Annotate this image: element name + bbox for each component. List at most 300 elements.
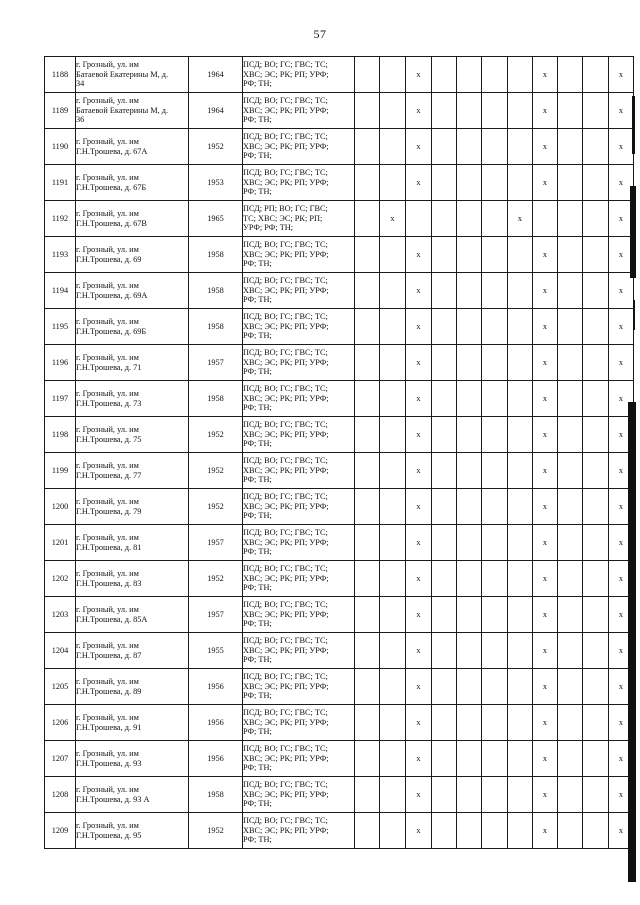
mark-cell [355, 381, 380, 417]
mark-cell [380, 741, 406, 777]
mark-cell [432, 345, 457, 381]
mark-cell: x [609, 741, 634, 777]
systems-line: РФ; ТН; [243, 367, 272, 377]
systems-line: ХВС; ЭС; РК; РП; УРФ; [243, 357, 329, 367]
table-row [45, 597, 634, 633]
systems-line: ПСД; ВО; ГС; ГВС; ТС; [243, 564, 328, 574]
mark-cell [457, 453, 482, 489]
mark-cell [583, 273, 609, 309]
row-number: 1204 [45, 633, 76, 669]
mark-cell: x [533, 633, 558, 669]
mark-cell [558, 381, 583, 417]
mark-cell [583, 813, 609, 849]
address-line: г. Грозный, ул. им [76, 604, 139, 614]
table-row [45, 777, 634, 813]
address-cell [76, 453, 189, 489]
build-year: 1956 [189, 705, 243, 741]
mark-cell: x [406, 741, 432, 777]
mark-cell [482, 741, 508, 777]
mark-cell [558, 705, 583, 741]
mark-cell [355, 669, 380, 705]
systems-line: РФ; ТН; [243, 403, 272, 413]
mark-cell: x [406, 93, 432, 129]
systems-line: ХВС; ЭС; РК; РП; УРФ; [243, 717, 329, 727]
systems-line: ХВС; ЭС; РК; РП; УРФ; [243, 249, 329, 259]
row-number: 1194 [45, 273, 76, 309]
systems-line: РФ; ТН; [243, 691, 272, 701]
table-row [45, 309, 634, 345]
build-year: 1953 [189, 165, 243, 201]
systems-line: ПСД; ВО; ГС; ГВС; ТС; [243, 600, 328, 610]
row-number: 1208 [45, 777, 76, 813]
mark-cell [482, 489, 508, 525]
systems-cell [243, 57, 355, 93]
address-line: г. Грозный, ул. им [76, 640, 139, 650]
mark-cell [583, 129, 609, 165]
systems-line: ТС; ХВС; ЭС; РК; РП; [243, 213, 323, 223]
mark-cell [432, 273, 457, 309]
mark-cell [457, 705, 482, 741]
row-number: 1199 [45, 453, 76, 489]
address-line: Г.Н.Трошева, д. 67В [76, 218, 147, 228]
systems-line: ПСД; ВО; ГС; ГВС; ТС; [243, 744, 328, 754]
systems-line: ХВС; ЭС; РК; РП; УРФ; [243, 177, 329, 187]
mark-cell: x [406, 489, 432, 525]
address-line: Батаевой Екатерины М, д. [76, 69, 169, 79]
address-cell [76, 561, 189, 597]
systems-cell [243, 129, 355, 165]
systems-line: ХВС; ЭС; РК; РП; УРФ; [243, 69, 329, 79]
mark-cell: x [406, 813, 432, 849]
row-number: 1195 [45, 309, 76, 345]
mark-cell [432, 165, 457, 201]
mark-cell [558, 345, 583, 381]
address-line: г. Грозный, ул. им [76, 784, 139, 794]
address-line: г. Грозный, ул. им [76, 60, 139, 70]
table-row [45, 561, 634, 597]
mark-cell: x [406, 705, 432, 741]
mark-cell [508, 561, 533, 597]
mark-cell [355, 813, 380, 849]
address-line: Г.Н.Трошева, д. 81 [76, 542, 142, 552]
build-year: 1957 [189, 525, 243, 561]
scan-edge-mark [632, 96, 635, 154]
mark-cell: x [533, 165, 558, 201]
mark-cell [482, 633, 508, 669]
mark-cell: x [406, 453, 432, 489]
build-year: 1958 [189, 777, 243, 813]
address-line: Г.Н.Трошева, д. 73 [76, 398, 142, 408]
systems-line: ПСД; ВО; ГС; ГВС; ТС; [243, 456, 328, 466]
systems-line: ПСД; РП; ВО; ГС; ГВС; [243, 204, 328, 214]
mark-cell [508, 597, 533, 633]
address-line: Г.Н.Трошева, д. 93 [76, 758, 142, 768]
mark-cell [380, 597, 406, 633]
systems-line: РФ; ТН; [243, 115, 272, 125]
mark-cell [508, 309, 533, 345]
row-number: 1192 [45, 201, 76, 237]
build-year: 1957 [189, 597, 243, 633]
mark-cell [482, 561, 508, 597]
mark-cell: x [609, 489, 634, 525]
mark-cell [558, 201, 583, 237]
systems-line: ПСД; ВО; ГС; ГВС; ТС; [243, 60, 328, 70]
mark-cell [355, 93, 380, 129]
systems-cell [243, 597, 355, 633]
mark-cell [583, 453, 609, 489]
systems-line: РФ; ТН; [243, 799, 272, 809]
mark-cell [508, 93, 533, 129]
systems-line: РФ; ТН; [243, 763, 272, 773]
row-number: 1206 [45, 705, 76, 741]
mark-cell [380, 669, 406, 705]
mark-cell: x [533, 525, 558, 561]
mark-cell [583, 201, 609, 237]
build-year: 1952 [189, 417, 243, 453]
mark-cell [380, 705, 406, 741]
mark-cell: x [406, 597, 432, 633]
mark-cell [432, 237, 457, 273]
address-cell [76, 669, 189, 705]
mark-cell [508, 273, 533, 309]
mark-cell [508, 345, 533, 381]
systems-cell [243, 237, 355, 273]
systems-line: РФ; ТН; [243, 655, 272, 665]
systems-cell [243, 525, 355, 561]
mark-cell: x [609, 813, 634, 849]
mark-cell [583, 705, 609, 741]
address-line: Г.Н.Трошева, д. 71 [76, 362, 142, 372]
mark-cell [482, 237, 508, 273]
row-number: 1188 [45, 57, 76, 93]
mark-cell [482, 417, 508, 453]
mark-cell [457, 381, 482, 417]
mark-cell [432, 489, 457, 525]
mark-cell [457, 777, 482, 813]
mark-cell [482, 705, 508, 741]
systems-line: ПСД; ВО; ГС; ГВС; ТС; [243, 528, 328, 538]
address-line: г. Грозный, ул. им [76, 352, 139, 362]
mark-cell [457, 417, 482, 453]
systems-line: РФ; ТН; [243, 835, 272, 845]
systems-line: ХВС; ЭС; РК; РП; УРФ; [243, 645, 329, 655]
systems-cell [243, 381, 355, 417]
mark-cell: x [406, 57, 432, 93]
mark-cell [380, 237, 406, 273]
address-line: г. Грозный, ул. им [76, 388, 139, 398]
systems-line: РФ; ТН; [243, 727, 272, 737]
mark-cell [482, 381, 508, 417]
mark-cell: x [609, 201, 634, 237]
mark-cell: x [609, 525, 634, 561]
mark-cell [482, 777, 508, 813]
mark-cell: x [533, 489, 558, 525]
build-year: 1958 [189, 273, 243, 309]
mark-cell [583, 237, 609, 273]
build-year: 1952 [189, 129, 243, 165]
systems-line: ХВС; ЭС; РК; РП; УРФ; [243, 501, 329, 511]
mark-cell [558, 633, 583, 669]
mark-cell [457, 813, 482, 849]
build-year: 1965 [189, 201, 243, 237]
address-cell [76, 93, 189, 129]
mark-cell [457, 273, 482, 309]
mark-cell [355, 453, 380, 489]
mark-cell [355, 741, 380, 777]
systems-cell [243, 669, 355, 705]
systems-line: РФ; ТН; [243, 439, 272, 449]
address-cell [76, 57, 189, 93]
mark-cell [482, 129, 508, 165]
mark-cell: x [609, 705, 634, 741]
systems-cell [243, 309, 355, 345]
mark-cell: x [406, 129, 432, 165]
mark-cell [558, 741, 583, 777]
address-cell [76, 237, 189, 273]
mark-cell [457, 561, 482, 597]
mark-cell [583, 561, 609, 597]
mark-cell [355, 129, 380, 165]
table-row [45, 525, 634, 561]
mark-cell [558, 309, 583, 345]
systems-line: ПСД; ВО; ГС; ГВС; ТС; [243, 816, 328, 826]
row-number: 1205 [45, 669, 76, 705]
systems-line: ХВС; ЭС; РК; РП; УРФ; [243, 285, 329, 295]
systems-line: ПСД; ВО; ГС; ГВС; ТС; [243, 672, 328, 682]
mark-cell [508, 237, 533, 273]
mark-cell [457, 597, 482, 633]
systems-line: РФ; ТН; [243, 583, 272, 593]
mark-cell [482, 669, 508, 705]
systems-cell [243, 345, 355, 381]
mark-cell [457, 633, 482, 669]
mark-cell: x [533, 453, 558, 489]
address-line: г. Грозный, ул. им [76, 748, 139, 758]
mark-cell [482, 597, 508, 633]
mark-cell [583, 309, 609, 345]
table-row [45, 705, 634, 741]
mark-cell [380, 129, 406, 165]
mark-cell [432, 777, 457, 813]
row-number: 1191 [45, 165, 76, 201]
mark-cell [583, 165, 609, 201]
systems-line: ПСД; ВО; ГС; ГВС; ТС; [243, 492, 328, 502]
mark-cell [406, 201, 432, 237]
mark-cell: x [609, 777, 634, 813]
mark-cell [380, 777, 406, 813]
address-cell [76, 489, 189, 525]
row-number: 1201 [45, 525, 76, 561]
address-cell [76, 417, 189, 453]
mark-cell [380, 525, 406, 561]
mark-cell [355, 165, 380, 201]
mark-cell [508, 129, 533, 165]
mark-cell [432, 93, 457, 129]
mark-cell [432, 525, 457, 561]
mark-cell [380, 345, 406, 381]
systems-line: РФ; ТН; [243, 259, 272, 269]
mark-cell: x [406, 633, 432, 669]
mark-cell [380, 57, 406, 93]
mark-cell: x [609, 345, 634, 381]
systems-line: ПСД; ВО; ГС; ГВС; ТС; [243, 708, 328, 718]
mark-cell [380, 93, 406, 129]
mark-cell: x [533, 381, 558, 417]
mark-cell [355, 417, 380, 453]
mark-cell [583, 633, 609, 669]
address-line: Г.Н.Трошева, д. 95 [76, 830, 142, 840]
mark-cell [432, 705, 457, 741]
address-line: Г.Н.Трошева, д. 85А [76, 614, 148, 624]
mark-cell [380, 417, 406, 453]
mark-cell [508, 381, 533, 417]
systems-line: ХВС; ЭС; РК; РП; УРФ; [243, 573, 329, 583]
build-year: 1955 [189, 633, 243, 669]
mark-cell [432, 201, 457, 237]
systems-line: ХВС; ЭС; РК; РП; УРФ; [243, 141, 329, 151]
mark-cell: x [609, 237, 634, 273]
mark-cell [380, 309, 406, 345]
mark-cell: x [533, 93, 558, 129]
mark-cell [457, 165, 482, 201]
table-row [45, 201, 634, 237]
mark-cell [583, 381, 609, 417]
mark-cell: x [533, 237, 558, 273]
address-line: Г.Н.Трошева, д. 69Б [76, 326, 147, 336]
mark-cell [558, 561, 583, 597]
mark-cell: x [609, 165, 634, 201]
mark-cell [355, 633, 380, 669]
mark-cell: x [609, 453, 634, 489]
mark-cell: x [533, 129, 558, 165]
mark-cell [355, 561, 380, 597]
address-line: 34 [76, 79, 85, 89]
mark-cell: x [406, 237, 432, 273]
mark-cell [355, 777, 380, 813]
systems-line: РФ; ТН; [243, 547, 272, 557]
systems-line: РФ; ТН; [243, 331, 272, 341]
mark-cell [355, 705, 380, 741]
table-row [45, 381, 634, 417]
mark-cell: x [609, 129, 634, 165]
mark-cell [380, 561, 406, 597]
systems-line: РФ; ТН; [243, 187, 272, 197]
table-row [45, 633, 634, 669]
systems-line: ХВС; ЭС; РК; РП; УРФ; [243, 825, 329, 835]
address-cell [76, 525, 189, 561]
address-line: г. Грозный, ул. им [76, 424, 139, 434]
mark-cell: x [406, 417, 432, 453]
mark-cell [558, 129, 583, 165]
mark-cell: x [533, 309, 558, 345]
mark-cell [380, 633, 406, 669]
address-cell [76, 273, 189, 309]
address-line: г. Грозный, ул. им [76, 208, 139, 218]
systems-line: ХВС; ЭС; РК; РП; УРФ; [243, 105, 329, 115]
mark-cell [457, 93, 482, 129]
mark-cell: x [609, 669, 634, 705]
row-number: 1203 [45, 597, 76, 633]
address-line: Г.Н.Трошева, д. 69 [76, 254, 142, 264]
mark-cell [558, 237, 583, 273]
build-year: 1952 [189, 453, 243, 489]
address-line: г. Грозный, ул. им [76, 676, 139, 686]
mark-cell: x [609, 273, 634, 309]
row-number: 1190 [45, 129, 76, 165]
mark-cell [508, 777, 533, 813]
mark-cell [558, 453, 583, 489]
mark-cell [355, 489, 380, 525]
systems-line: РФ; ТН; [243, 79, 272, 89]
address-line: Г.Н.Трошева, д. 93 А [76, 794, 150, 804]
address-cell [76, 777, 189, 813]
systems-line: ХВС; ЭС; РК; РП; УРФ; [243, 321, 329, 331]
mark-cell [432, 669, 457, 705]
mark-cell [558, 57, 583, 93]
mark-cell [457, 669, 482, 705]
address-line: г. Грозный, ул. им [76, 496, 139, 506]
mark-cell [432, 417, 457, 453]
mark-cell [558, 165, 583, 201]
row-number: 1197 [45, 381, 76, 417]
address-line: Г.Н.Трошева, д. 87 [76, 650, 142, 660]
build-year: 1958 [189, 381, 243, 417]
systems-cell [243, 93, 355, 129]
table-row [45, 813, 634, 849]
address-cell [76, 597, 189, 633]
row-number: 1189 [45, 93, 76, 129]
mark-cell [558, 93, 583, 129]
systems-line: УРФ; РФ; ТН; [243, 223, 294, 233]
mark-cell: x [380, 201, 406, 237]
mark-cell [583, 57, 609, 93]
mark-cell [432, 381, 457, 417]
mark-cell [558, 489, 583, 525]
mark-cell [583, 417, 609, 453]
mark-cell [457, 57, 482, 93]
mark-cell [355, 309, 380, 345]
systems-line: ПСД; ВО; ГС; ГВС; ТС; [243, 168, 328, 178]
mark-cell: x [533, 561, 558, 597]
mark-cell: x [406, 345, 432, 381]
mark-cell [482, 345, 508, 381]
systems-line: ПСД; ВО; ГС; ГВС; ТС; [243, 636, 328, 646]
address-line: Г.Н.Трошева, д. 69А [76, 290, 148, 300]
systems-cell [243, 705, 355, 741]
address-line: Г.Н.Трошева, д. 83 [76, 578, 142, 588]
systems-line: ХВС; ЭС; РК; РП; УРФ; [243, 429, 329, 439]
mark-cell [482, 525, 508, 561]
table-row [45, 489, 634, 525]
address-line: г. Грозный, ул. им [76, 712, 139, 722]
address-line: Г.Н.Трошева, д. 91 [76, 722, 142, 732]
systems-line: РФ; ТН; [243, 511, 272, 521]
systems-line: ПСД; ВО; ГС; ГВС; ТС; [243, 780, 328, 790]
mark-cell [380, 381, 406, 417]
row-number: 1200 [45, 489, 76, 525]
mark-cell [508, 669, 533, 705]
address-line: г. Грозный, ул. им [76, 96, 139, 106]
mark-cell [508, 705, 533, 741]
build-year: 1952 [189, 489, 243, 525]
systems-cell [243, 633, 355, 669]
mark-cell [508, 165, 533, 201]
systems-cell [243, 777, 355, 813]
mark-cell: x [533, 417, 558, 453]
mark-cell [432, 813, 457, 849]
systems-line: ХВС; ЭС; РК; РП; УРФ; [243, 789, 329, 799]
systems-line: ХВС; ЭС; РК; РП; УРФ; [243, 609, 329, 619]
